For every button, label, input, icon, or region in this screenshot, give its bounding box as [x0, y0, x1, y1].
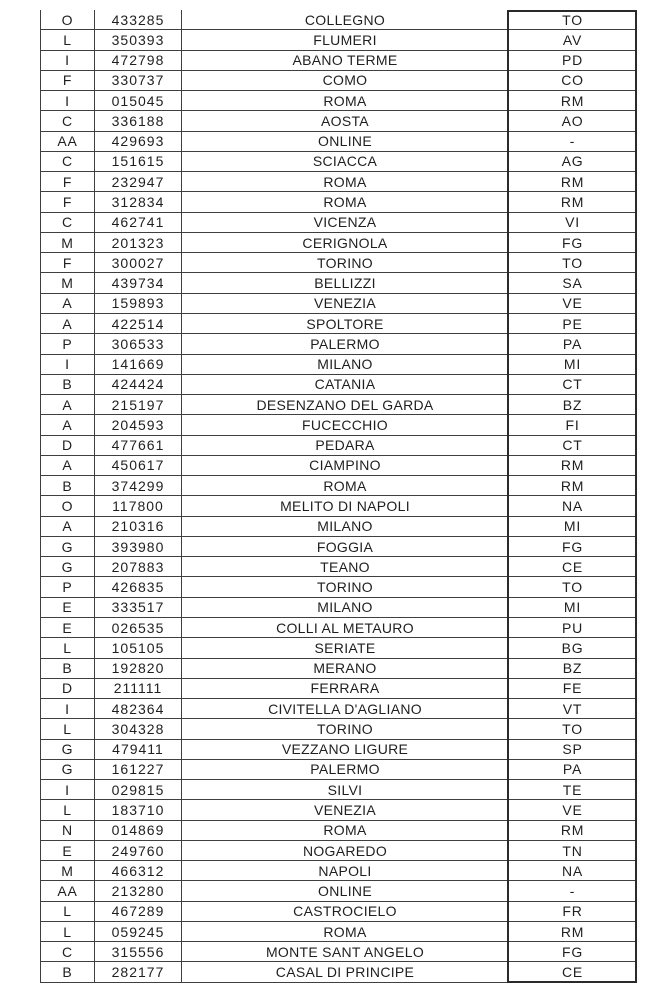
cell-province-code: TN: [508, 841, 637, 861]
cell-number-code: 426835: [95, 577, 182, 597]
cell-number-code: 422514: [95, 314, 182, 334]
cell-number-code: 300027: [95, 253, 182, 273]
cell-number-code: 213280: [95, 881, 182, 901]
cell-number-code: 201323: [95, 233, 182, 253]
cell-province-code: RM: [508, 922, 637, 942]
cell-city: MERANO: [182, 659, 508, 679]
cell-city: ROMA: [182, 922, 508, 942]
cell-province-code: MI: [508, 517, 637, 537]
cell-number-code: 306533: [95, 334, 182, 354]
cell-city: ONLINE: [182, 881, 508, 901]
cell-letter-code: C: [40, 213, 95, 233]
cell-city: ROMA: [182, 91, 508, 111]
cell-province-code: PD: [508, 51, 637, 71]
cell-letter-code: I: [40, 51, 95, 71]
cell-number-code: 336188: [95, 111, 182, 131]
cell-province-code: FI: [508, 415, 637, 435]
cell-city: CIVITELLA D'AGLIANO: [182, 699, 508, 719]
cell-number-code: 282177: [95, 962, 182, 982]
cell-letter-code: I: [40, 91, 95, 111]
cell-letter-code: AA: [40, 132, 95, 152]
cell-letter-code: AA: [40, 881, 95, 901]
cell-letter-code: F: [40, 253, 95, 273]
cell-letter-code: N: [40, 821, 95, 841]
cell-province-code: VI: [508, 213, 637, 233]
cell-letter-code: I: [40, 780, 95, 800]
cell-number-code: 477661: [95, 436, 182, 456]
cell-letter-code: O: [40, 496, 95, 516]
cell-number-code: 204593: [95, 415, 182, 435]
cell-number-code: 141669: [95, 355, 182, 375]
cell-city: CERIGNOLA: [182, 233, 508, 253]
cell-number-code: 161227: [95, 760, 182, 780]
cell-letter-code: I: [40, 355, 95, 375]
cell-province-code: FG: [508, 537, 637, 557]
cell-letter-code: M: [40, 273, 95, 293]
cell-city: TEANO: [182, 557, 508, 577]
cell-number-code: 211111: [95, 679, 182, 699]
cell-city: COLLEGNO: [182, 10, 508, 30]
cell-city: SPOLTORE: [182, 314, 508, 334]
cell-city: MONTE SANT ANGELO: [182, 942, 508, 962]
cell-number-code: 424424: [95, 375, 182, 395]
cell-province-code: FE: [508, 679, 637, 699]
cell-province-code: TO: [508, 719, 637, 739]
cell-letter-code: L: [40, 800, 95, 820]
cell-province-code: CE: [508, 962, 637, 982]
cell-province-code: RM: [508, 476, 637, 496]
cell-city: FUCECCHIO: [182, 415, 508, 435]
cell-number-code: 210316: [95, 517, 182, 537]
cell-letter-code: L: [40, 638, 95, 658]
cell-number-code: 015045: [95, 91, 182, 111]
cell-letter-code: B: [40, 962, 95, 982]
cell-province-code: VT: [508, 699, 637, 719]
cell-city: SERIATE: [182, 638, 508, 658]
cell-letter-code: F: [40, 192, 95, 212]
cell-letter-code: B: [40, 476, 95, 496]
cell-province-code: FG: [508, 233, 637, 253]
cell-number-code: 192820: [95, 659, 182, 679]
cell-number-code: 429693: [95, 132, 182, 152]
cell-city: CIAMPINO: [182, 456, 508, 476]
cell-letter-code: F: [40, 172, 95, 192]
cell-number-code: 333517: [95, 598, 182, 618]
cell-province-code: MI: [508, 355, 637, 375]
cell-letter-code: A: [40, 415, 95, 435]
cell-city: COMO: [182, 71, 508, 91]
cell-number-code: 467289: [95, 902, 182, 922]
cell-number-code: 482364: [95, 699, 182, 719]
cell-province-code: CO: [508, 71, 637, 91]
cell-province-code: BZ: [508, 395, 637, 415]
cell-province-code: FR: [508, 902, 637, 922]
cell-letter-code: E: [40, 598, 95, 618]
cell-province-code: PU: [508, 618, 637, 638]
cell-number-code: 183710: [95, 800, 182, 820]
cell-province-code: AV: [508, 30, 637, 50]
cell-city: FLUMERI: [182, 30, 508, 50]
cell-letter-code: L: [40, 922, 95, 942]
cell-number-code: 350393: [95, 30, 182, 50]
cell-city: NOGAREDO: [182, 841, 508, 861]
cell-letter-code: L: [40, 30, 95, 50]
cell-letter-code: E: [40, 618, 95, 638]
cell-letter-code: G: [40, 760, 95, 780]
cell-province-code: PE: [508, 314, 637, 334]
cell-city: DESENZANO DEL GARDA: [182, 395, 508, 415]
cell-province-code: RM: [508, 456, 637, 476]
cell-city: AOSTA: [182, 111, 508, 131]
cell-letter-code: A: [40, 314, 95, 334]
cell-province-code: RM: [508, 192, 637, 212]
cell-province-code: MI: [508, 598, 637, 618]
cell-city: PALERMO: [182, 334, 508, 354]
cell-city: FOGGIA: [182, 537, 508, 557]
cell-province-code: TO: [508, 10, 637, 30]
cell-city: MILANO: [182, 598, 508, 618]
cell-letter-code: O: [40, 10, 95, 30]
cell-city: MILANO: [182, 355, 508, 375]
cell-number-code: 215197: [95, 395, 182, 415]
cell-letter-code: P: [40, 334, 95, 354]
cell-letter-code: B: [40, 659, 95, 679]
cell-letter-code: D: [40, 679, 95, 699]
cell-letter-code: P: [40, 577, 95, 597]
cell-city: TORINO: [182, 253, 508, 273]
cell-city: SILVI: [182, 780, 508, 800]
cell-province-code: SA: [508, 273, 637, 293]
cell-city: VENEZIA: [182, 294, 508, 314]
cell-province-code: VE: [508, 294, 637, 314]
cell-province-code: TO: [508, 577, 637, 597]
cell-city: NAPOLI: [182, 861, 508, 881]
cell-letter-code: F: [40, 71, 95, 91]
cell-number-code: 232947: [95, 172, 182, 192]
cell-number-code: 466312: [95, 861, 182, 881]
cell-city: VENEZIA: [182, 800, 508, 820]
cell-number-code: 151615: [95, 152, 182, 172]
cell-city: ABANO TERME: [182, 51, 508, 71]
cell-city: ROMA: [182, 476, 508, 496]
cell-number-code: 059245: [95, 922, 182, 942]
cell-letter-code: A: [40, 517, 95, 537]
cell-city: SCIACCA: [182, 152, 508, 172]
cell-city: BELLIZZI: [182, 273, 508, 293]
branch-table: [40, 10, 637, 983]
cell-number-code: 312834: [95, 192, 182, 212]
cell-province-code: RM: [508, 91, 637, 111]
cell-letter-code: B: [40, 375, 95, 395]
cell-number-code: 105105: [95, 638, 182, 658]
cell-letter-code: D: [40, 436, 95, 456]
cell-city: CATANIA: [182, 375, 508, 395]
cell-number-code: 374299: [95, 476, 182, 496]
cell-number-code: 479411: [95, 740, 182, 760]
cell-province-code: BG: [508, 638, 637, 658]
cell-province-code: TE: [508, 780, 637, 800]
cell-province-code: BZ: [508, 659, 637, 679]
cell-province-code: CT: [508, 436, 637, 456]
cell-province-code: PA: [508, 760, 637, 780]
cell-number-code: 304328: [95, 719, 182, 739]
cell-city: MELITO DI NAPOLI: [182, 496, 508, 516]
cell-province-code: RM: [508, 821, 637, 841]
cell-city: TORINO: [182, 719, 508, 739]
cell-number-code: 207883: [95, 557, 182, 577]
cell-letter-code: L: [40, 902, 95, 922]
cell-number-code: 433285: [95, 10, 182, 30]
cell-letter-code: C: [40, 942, 95, 962]
cell-city: MILANO: [182, 517, 508, 537]
cell-letter-code: M: [40, 861, 95, 881]
cell-letter-code: I: [40, 699, 95, 719]
cell-letter-code: G: [40, 537, 95, 557]
cell-province-code: FG: [508, 942, 637, 962]
cell-letter-code: G: [40, 557, 95, 577]
cell-city: FERRARA: [182, 679, 508, 699]
cell-province-code: RM: [508, 172, 637, 192]
cell-city: ROMA: [182, 192, 508, 212]
cell-number-code: 159893: [95, 294, 182, 314]
cell-letter-code: M: [40, 233, 95, 253]
cell-number-code: 029815: [95, 780, 182, 800]
cell-letter-code: C: [40, 111, 95, 131]
cell-city: VICENZA: [182, 213, 508, 233]
cell-number-code: 330737: [95, 71, 182, 91]
cell-number-code: 472798: [95, 51, 182, 71]
cell-province-code: VE: [508, 800, 637, 820]
cell-province-code: TO: [508, 253, 637, 273]
cell-number-code: 439734: [95, 273, 182, 293]
cell-letter-code: C: [40, 152, 95, 172]
cell-city: CASAL DI PRINCIPE: [182, 962, 508, 982]
cell-province-code: NA: [508, 861, 637, 881]
cell-number-code: 117800: [95, 496, 182, 516]
cell-province-code: AG: [508, 152, 637, 172]
cell-city: ROMA: [182, 821, 508, 841]
cell-province-code: NA: [508, 496, 637, 516]
cell-province-code: CT: [508, 375, 637, 395]
cell-letter-code: G: [40, 740, 95, 760]
cell-province-code: -: [508, 132, 637, 152]
cell-letter-code: A: [40, 395, 95, 415]
cell-number-code: 026535: [95, 618, 182, 638]
cell-number-code: 450617: [95, 456, 182, 476]
cell-province-code: PA: [508, 334, 637, 354]
cell-province-code: CE: [508, 557, 637, 577]
cell-letter-code: A: [40, 294, 95, 314]
cell-province-code: AO: [508, 111, 637, 131]
cell-letter-code: L: [40, 719, 95, 739]
cell-number-code: 315556: [95, 942, 182, 962]
cell-city: VEZZANO LIGURE: [182, 740, 508, 760]
cell-number-code: 249760: [95, 841, 182, 861]
cell-city: PEDARA: [182, 436, 508, 456]
cell-city: CASTROCIELO: [182, 902, 508, 922]
cell-city: COLLI AL METAURO: [182, 618, 508, 638]
cell-city: ONLINE: [182, 132, 508, 152]
cell-number-code: 393980: [95, 537, 182, 557]
cell-letter-code: E: [40, 841, 95, 861]
cell-province-code: -: [508, 881, 637, 901]
cell-city: PALERMO: [182, 760, 508, 780]
cell-province-code: SP: [508, 740, 637, 760]
cell-number-code: 462741: [95, 213, 182, 233]
cell-letter-code: A: [40, 456, 95, 476]
cell-number-code: 014869: [95, 821, 182, 841]
cell-city: TORINO: [182, 577, 508, 597]
cell-city: ROMA: [182, 172, 508, 192]
